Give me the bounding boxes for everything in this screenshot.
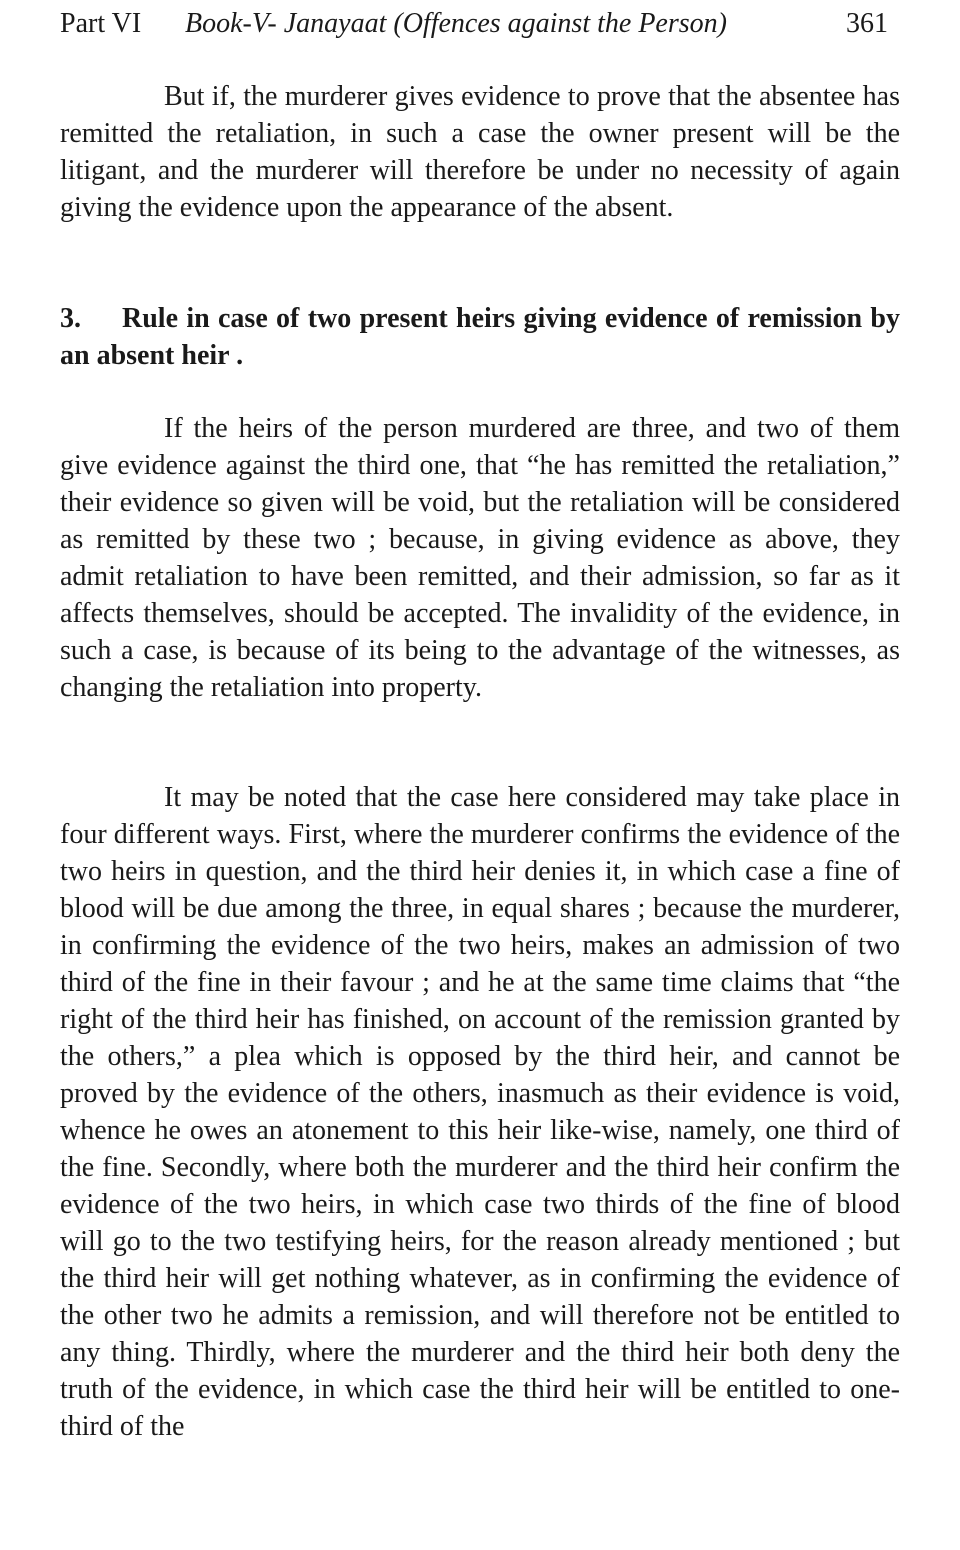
- section-heading: [60, 300, 900, 374]
- running-header: [60, 4, 890, 44]
- part-label: Part VI: [60, 8, 142, 39]
- paragraph-text: But if, the murderer gives evidence to prove that the absentee has remitted the retaliation, in such a case the owner present will be the litigant, and the murderer will therefore be under no necessity of again giving the evidence upon the appearance of the absent.: [60, 81, 900, 223]
- section-title: Rule in case of two present heirs giving evidence of remission by an absent heir .: [60, 303, 900, 371]
- paragraph-four-ways: [60, 779, 900, 1445]
- page-number: 361: [846, 8, 888, 39]
- paragraph-absentee-remission: [60, 78, 900, 226]
- paragraph-three-heirs: [60, 410, 900, 706]
- paragraph-text: It may be noted that the case here considered may take place in four different ways. First, where the murderer confirms the evidence of the two heirs in question, and the third heir denies it, in which case a fine of blood will be due among the three, in equal shares ; because the murderer, in confirming the evidence of the two heirs, makes an admission of two third of the fine in their favour ; and he at the same time claims that “the right of the third heir has finished, on account of the remission granted by the others,” a plea which is opposed by the third heir, and cannot be proved by the evidence of the others, inasmuch as their evidence is void, whence he owes an atonement to this heir like-wise, namely, one third of the fine. Secondly, where both the murderer and the third heir confirm the evidence of the two heirs, in which case two thirds of the fine of blood will go to the two testifying heirs, for the reason already mentioned ; but the third heir will get nothing whatever, as in confirming the evidence of the other two he admits a remission, and will therefore not be entitled to any thing. Thirdly, where the murderer and the third heir both deny the truth of the evidence, in which case the third heir will be entitled to one-third of the: [60, 782, 900, 1442]
- paragraph-text: If the heirs of the person murdered are three, and two of them give evidence against the third one, that “he has remitted the retaliation,” their evidence so given will be void, but the retaliation will be considered as remitted by these two ; because, in giving evidence as above, they admit retaliation to have been remitted, and their admission, so far as it affects themselves, should be accepted. The invalidity of the evidence, in such a case, is because of its being to the advantage of the witnesses, as changing the retaliation into property.: [60, 413, 900, 703]
- book-title: Book-V- Janayaat (Offences against the Person): [185, 8, 727, 39]
- section-number: 3.: [60, 303, 81, 334]
